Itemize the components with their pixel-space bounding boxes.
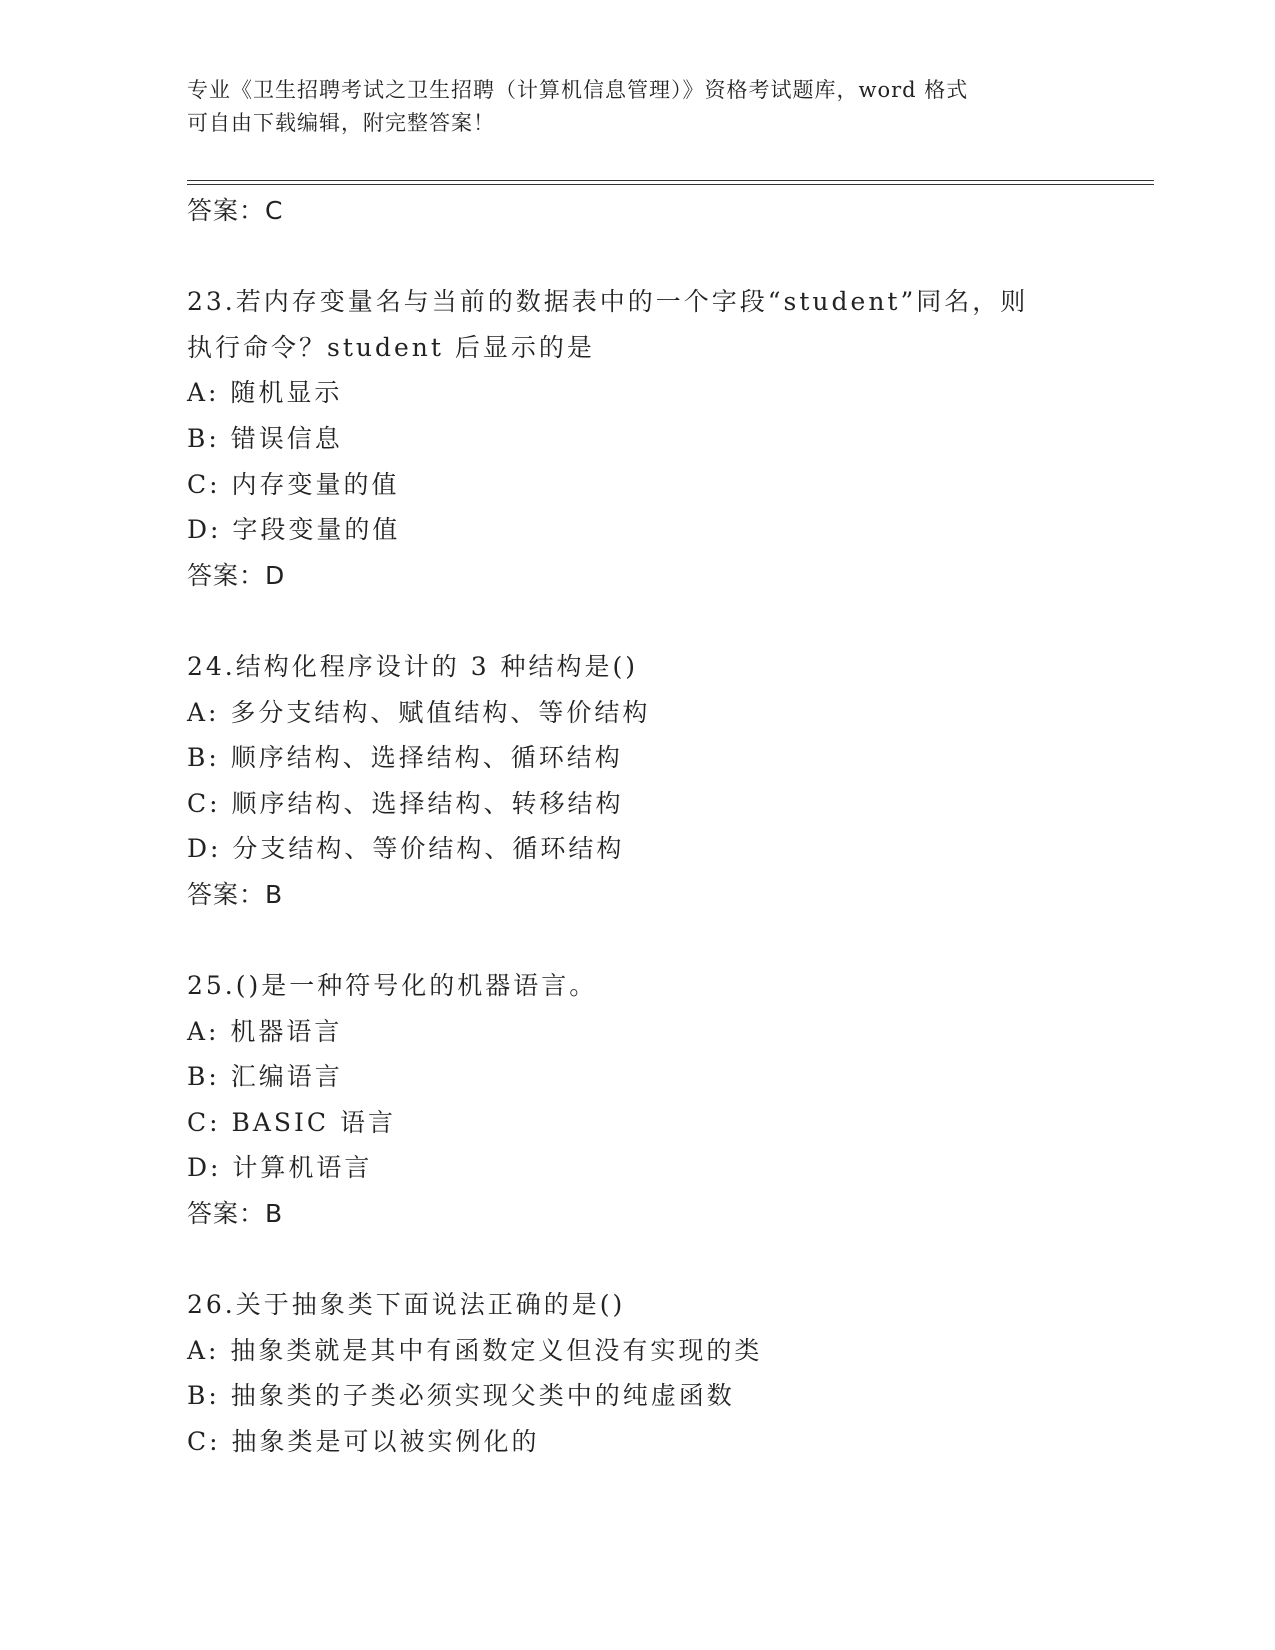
option-b: B: 顺序结构、选择结构、循环结构 bbox=[187, 743, 623, 773]
option-c: C: 抽象类是可以被实例化的 bbox=[187, 1427, 540, 1457]
option-a: A: 机器语言 bbox=[187, 1016, 343, 1046]
question-stem: 25.()是一种符号化的机器语言。 bbox=[187, 971, 598, 1001]
answer-line: 答案：D bbox=[187, 560, 286, 590]
question-list bbox=[187, 188, 1087, 1465]
answer-line: 答案：B bbox=[187, 879, 284, 909]
question-block bbox=[187, 963, 1087, 1237]
spacer bbox=[187, 1237, 1087, 1283]
option-b: B: 抽象类的子类必须实现父类中的纯虚函数 bbox=[187, 1381, 735, 1411]
option-d: D: 计算机语言 bbox=[187, 1153, 373, 1183]
answer-line: 答案：C bbox=[187, 196, 284, 225]
question-block bbox=[187, 279, 1087, 598]
option-c: C: 顺序结构、选择结构、转移结构 bbox=[187, 788, 624, 818]
question-stem: 24.结构化程序设计的 3 种结构是() bbox=[187, 651, 639, 681]
header-divider-top bbox=[187, 180, 1154, 181]
header-divider-bottom bbox=[187, 184, 1154, 185]
header-line-1: 专业《卫生招聘考试之卫生招聘（计算机信息管理）》资格考试题库，word 格式 bbox=[187, 78, 969, 102]
spacer bbox=[187, 598, 1087, 644]
option-b: B: 汇编语言 bbox=[187, 1062, 343, 1092]
option-a: A: 随机显示 bbox=[187, 378, 343, 408]
question-stem: 26.关于抽象类下面说法正确的是() bbox=[187, 1290, 626, 1320]
answer-line: 答案：B bbox=[187, 1199, 284, 1229]
option-d: D: 字段变量的值 bbox=[187, 515, 401, 545]
spacer bbox=[187, 918, 1087, 964]
document-header bbox=[187, 74, 1067, 140]
option-a: A: 抽象类就是其中有函数定义但没有实现的类 bbox=[187, 1335, 763, 1365]
question-stem: 23.若内存变量名与当前的数据表中的一个字段“student”同名，则 bbox=[187, 287, 1029, 317]
question-block bbox=[187, 1282, 1087, 1464]
option-c: C: BASIC 语言 bbox=[187, 1107, 397, 1137]
spacer bbox=[187, 234, 1087, 280]
header-line-2: 可自由下载编辑，附完整答案！ bbox=[187, 111, 495, 135]
option-d: D: 分支结构、等价结构、循环结构 bbox=[187, 834, 625, 864]
question-block bbox=[187, 644, 1087, 918]
option-a: A: 多分支结构、赋值结构、等价结构 bbox=[187, 697, 651, 727]
option-b: B: 错误信息 bbox=[187, 423, 343, 453]
option-c: C: 内存变量的值 bbox=[187, 469, 400, 499]
question-stem: 执行命令？student 后显示的是 bbox=[187, 332, 595, 362]
